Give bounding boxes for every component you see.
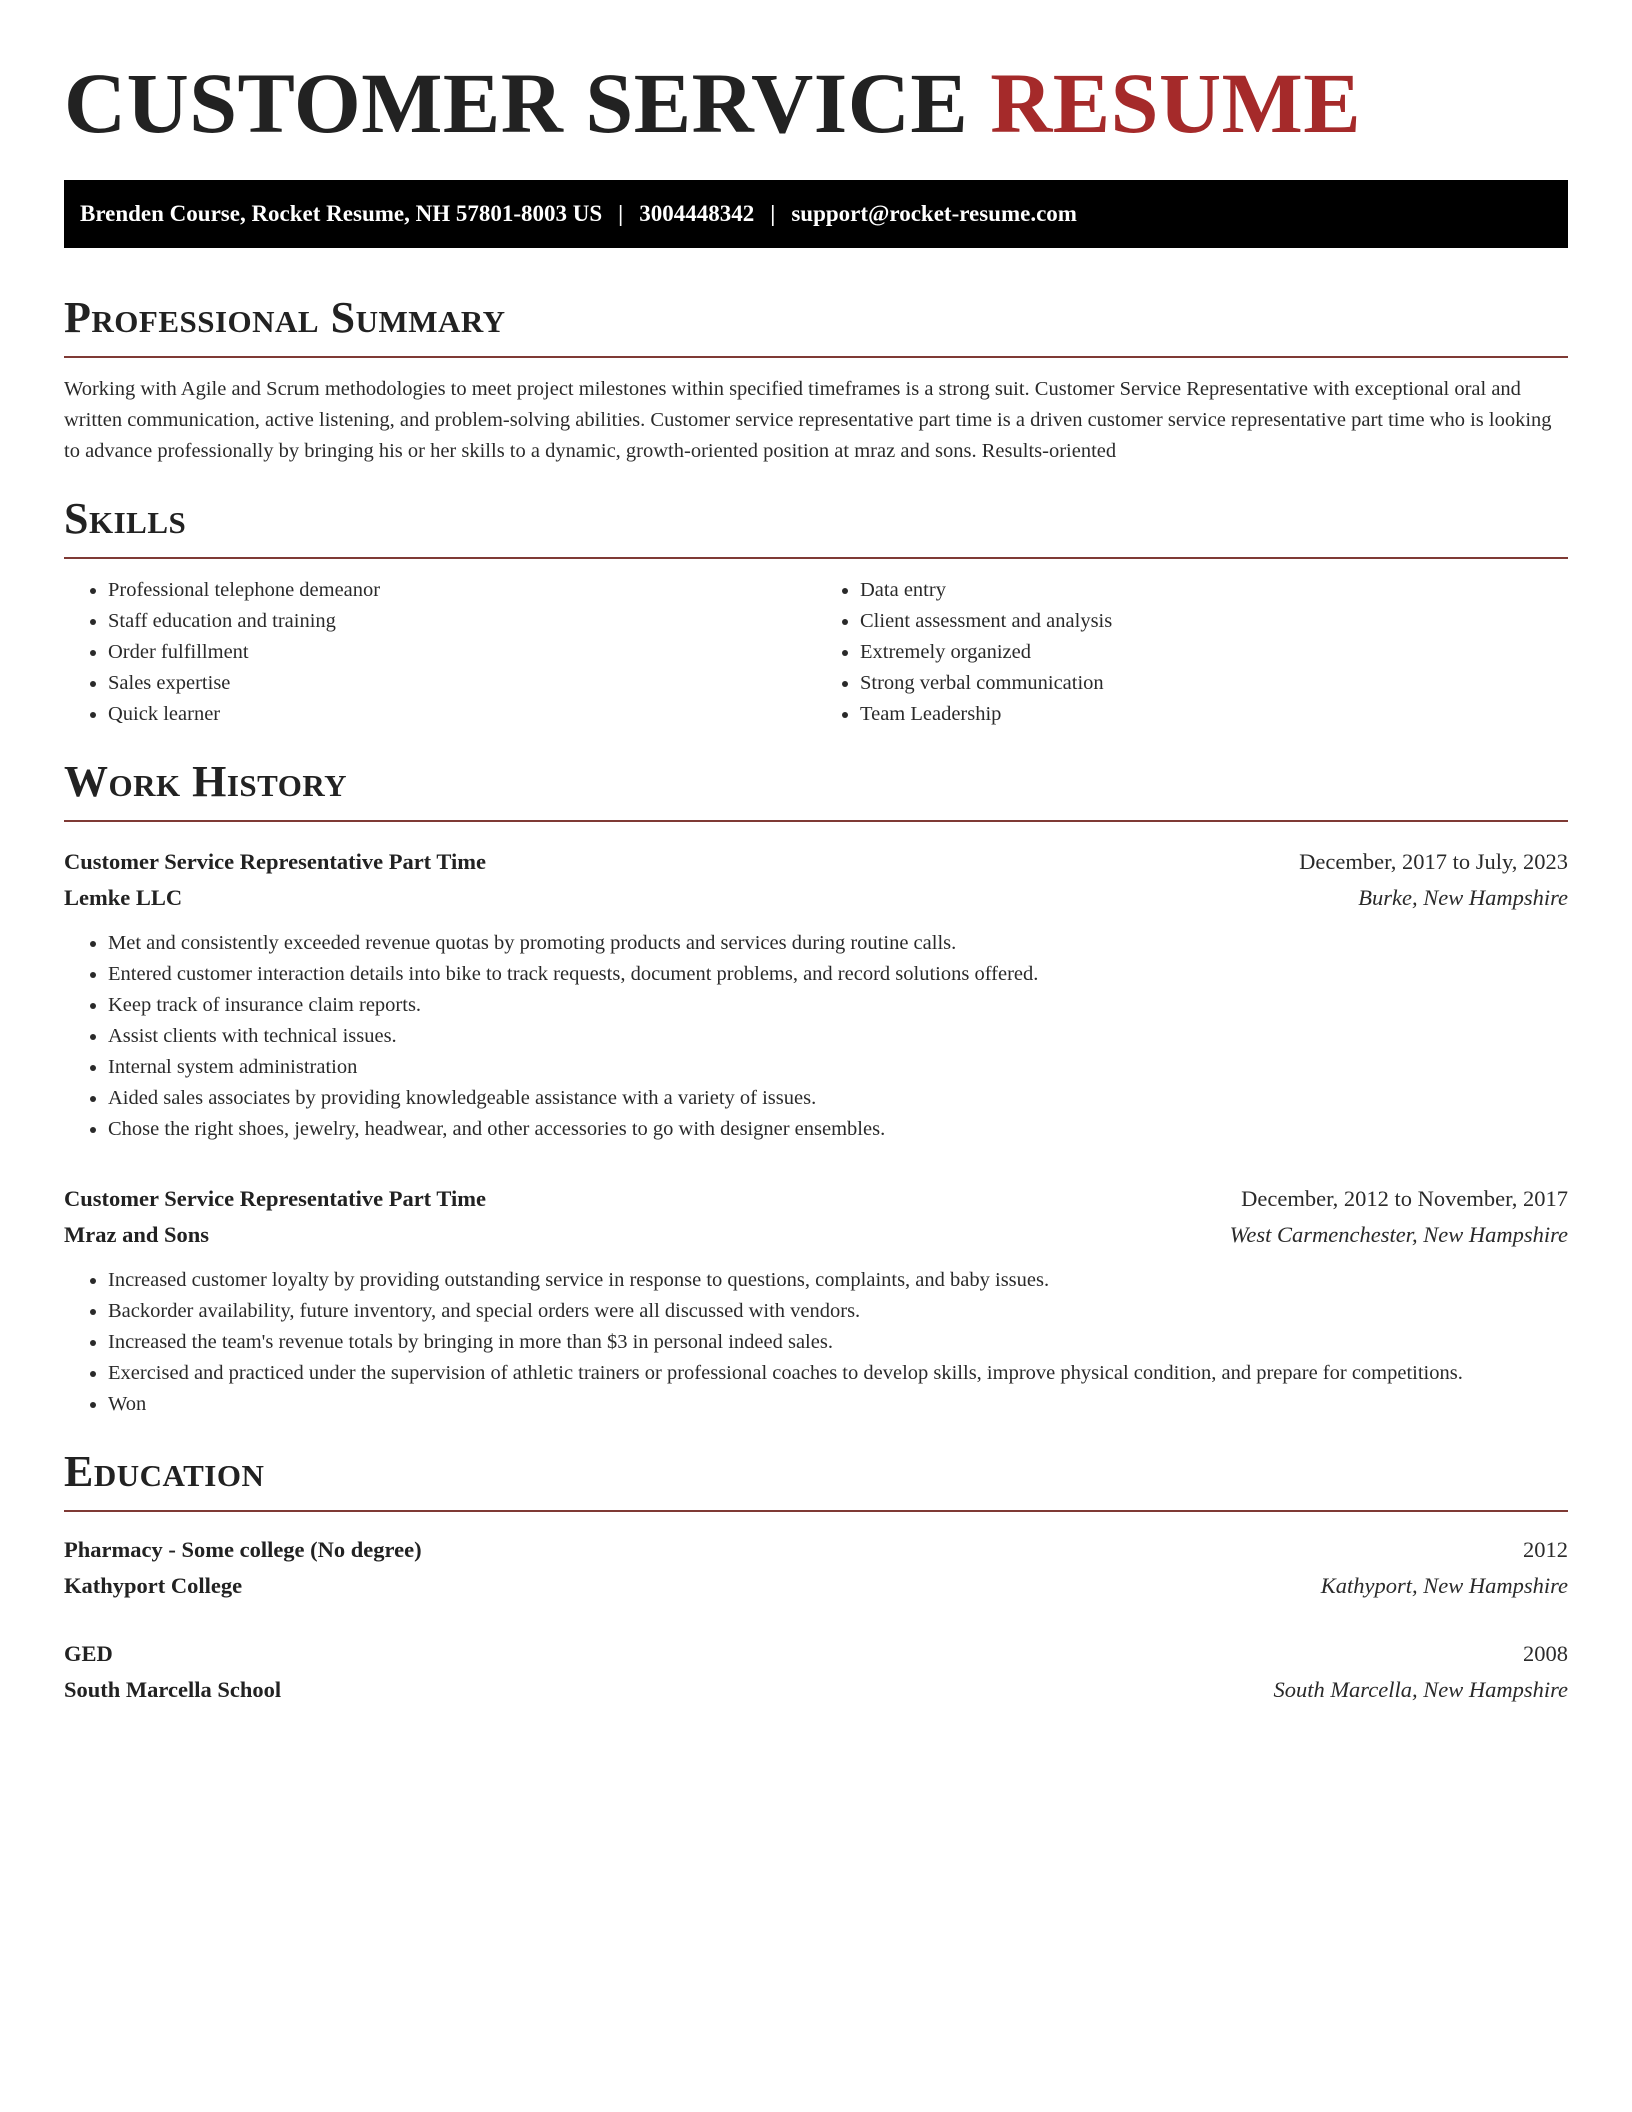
job-bullet: • Backorder availability, future inventory, and special orders were all discussed with vendors. [108,1296,1568,1327]
job-location: Burke, New Hampshire [1358,885,1568,910]
summary-text: Working with Agile and Scrum methodologies to meet project milestones within specified timeframes is a strong suit. Customer Service Representative with exceptional oral and written communication, active listening, and problem-solving abilities. Customer service representative part time is a driven customer service representative part time who is looking to advance professionally by bringing his or her skills to a dynamic, growth-oriented position at mraz and sons. Results-oriented [64,378,1552,462]
job-bullet: • Increased the team's revenue totals by bringing in more than $3 in personal indeed sales. [108,1327,1568,1358]
title-main: CUSTOMER SERVICE [64,55,969,151]
education-school-row [64,1672,1568,1708]
job-dates: December, 2012 to November, 2017 [1241,1186,1568,1211]
skills-heading: Skills [64,494,187,543]
skill-item: • Strong verbal communication [860,668,1568,699]
resume-title [64,55,1568,151]
job-title: Customer Service Representative Part Time [64,1186,486,1211]
skill-item: • Staff education and training [108,606,816,637]
summary-heading: Professional Summary [64,293,506,342]
job-bullet: • Won [108,1389,1568,1420]
job-bullet: • Keep track of insurance claim reports. [108,990,1568,1021]
skill-item: • Client assessment and analysis [860,606,1568,637]
job-company: Lemke LLC [64,885,183,910]
section-divider [64,1510,1568,1512]
job-bullet: • Entered customer interaction details into bike to track requests, document problems, and record solutions offered. [108,959,1568,990]
education-school-row [64,1568,1568,1604]
skills-column-left [64,575,816,730]
education-heading: Education [64,1447,265,1496]
skills-list [64,575,1568,730]
title-accent: RESUME [990,55,1362,151]
education-entry [64,1532,1568,1604]
job-bullet: • Chose the right shoes, jewelry, headwear, and other accessories to go with designer ensembles. [108,1114,1568,1145]
skills-section [64,494,1568,730]
skill-item: • Extremely organized [860,637,1568,668]
work-history-section [64,757,1568,1420]
skill-item: • Quick learner [108,699,816,730]
education-degree: GED [64,1641,113,1666]
skills-column-right [816,575,1568,730]
contact-phone: 3004448342 [639,201,755,226]
skill-item: • Team Leadership [860,699,1568,730]
section-divider [64,820,1568,822]
job-bullet: • Exercised and practiced under the supervision of athletic trainers or professional coaches to develop skills, improve physical condition, and prepare for competitions. [108,1358,1568,1389]
job-header-row [64,844,1568,880]
education-school: South Marcella School [64,1677,282,1702]
job-location: West Carmenchester, New Hampshire [1229,1222,1568,1247]
education-year: 2008 [1523,1641,1568,1666]
contact-separator: | [618,201,624,226]
job-bullet: • Assist clients with technical issues. [108,1021,1568,1052]
education-year: 2012 [1523,1537,1568,1562]
summary-section [64,293,1568,467]
job-dates: December, 2017 to July, 2023 [1299,849,1568,874]
education-degree-row [64,1636,1568,1672]
contact-email: support@rocket-resume.com [791,201,1077,226]
job-bullets [64,1265,1568,1420]
job-entry [64,844,1568,1145]
job-bullet: • Internal system administration [108,1052,1568,1083]
contact-address: Brenden Course, Rocket Resume, NH 57801-8003 US [80,201,603,226]
education-location: Kathyport, New Hampshire [1320,1573,1568,1598]
section-divider [64,557,1568,559]
contact-separator: | [770,201,776,226]
skill-item: • Order fulfillment [108,637,816,668]
skill-item: • Sales expertise [108,668,816,699]
education-school: Kathyport College [64,1573,243,1598]
section-divider [64,356,1568,358]
job-bullet: • Met and consistently exceeded revenue quotas by promoting products and services during routine calls. [108,928,1568,959]
job-bullet: • Increased customer loyalty by providing outstanding service in response to questions, complaints, and baby issues. [108,1265,1568,1296]
skill-item: • Data entry [860,575,1568,606]
education-entry [64,1636,1568,1708]
job-company-row [64,880,1568,916]
job-entry [64,1181,1568,1420]
work-history-heading: Work History [64,757,348,806]
job-bullets [64,928,1568,1145]
job-title: Customer Service Representative Part Time [64,849,486,874]
education-location: South Marcella, New Hampshire [1273,1677,1568,1702]
job-company: Mraz and Sons [64,1222,210,1247]
contact-bar [64,180,1568,248]
job-header-row [64,1181,1568,1217]
education-degree: Pharmacy - Some college (No degree) [64,1537,422,1562]
education-degree-row [64,1532,1568,1568]
job-company-row [64,1217,1568,1253]
skill-item: • Professional telephone demeanor [108,575,816,606]
job-bullet: • Aided sales associates by providing knowledgeable assistance with a variety of issues. [108,1083,1568,1114]
education-section [64,1447,1568,1708]
